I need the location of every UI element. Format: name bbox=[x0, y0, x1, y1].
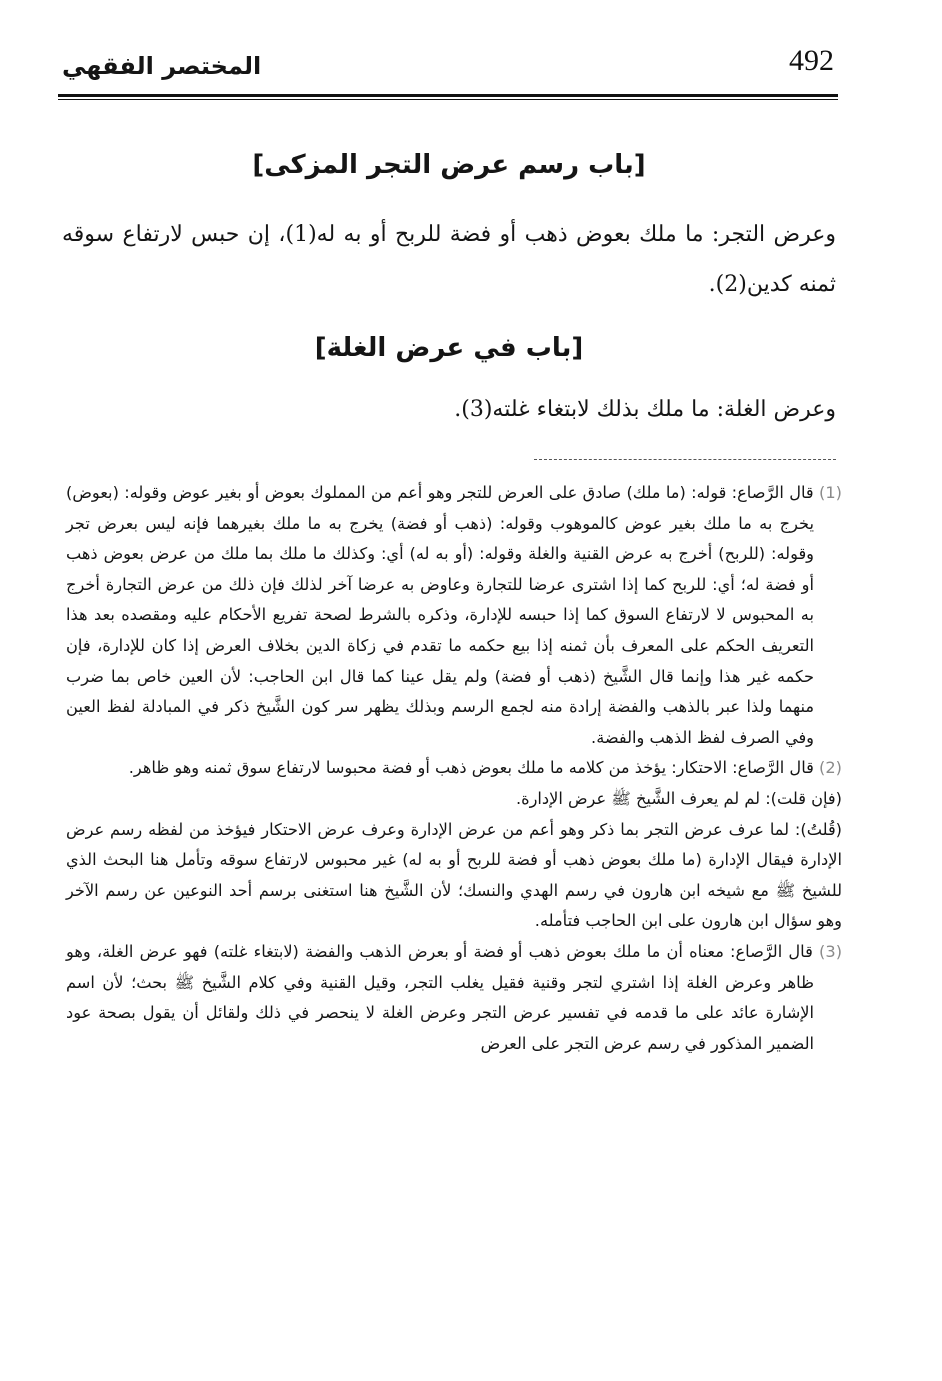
section-text-yield-goods: وعرض الغلة: ما ملك بذلك لابتغاء غلته(3). bbox=[454, 397, 836, 422]
header-rule-thick bbox=[58, 94, 838, 97]
footnote-question bbox=[66, 784, 842, 815]
footnote-separator bbox=[534, 459, 836, 460]
header-rule-thin bbox=[58, 99, 838, 100]
page-number: 492 bbox=[789, 44, 834, 77]
footnote-number: (3) bbox=[819, 941, 843, 961]
footnote-number: (1) bbox=[819, 483, 842, 502]
footnote-text: قال الرَّصاع: معناه أن ما ملك بعوض ذهب أو فضة أو بعرض الذهب والفضة (لابتغاء غلته) فهو عرض الغلة، وهو ظاهر وعرض الغلة إذا اشتري لتجر وقنية فقيل يغلب التجر، وقيل القنية وفي كلام الشَّيخ ﷺ بحث؛ لأن اسم الإشارة عائد على ما قدمه في تفسير عرض التجر وعرض الغلة لا ينحصر في ذلك ولقائل أن يقول بصحة عود الضمير المذكور في رسم عرض التجر على العرض bbox=[66, 941, 814, 1053]
footnote-text: (قُلتُ): لما عرف عرض التجر بما ذكر وهو أعم من عرض الإدارة وعرف عرض الاحتكار فيؤخذ من لفظه رسم عرض الإدارة فيقال الإدارة (ما ملك بعوض ذهب أو فضة للربح أو به له) غير محبوس لارتفاع سوقه وتأمل هنا البحث الذي للشيخ ﷺ مع شيخه ابن هارون في رسم الهدي والنسك؛ لأن الشَّيخ هنا استغنى برسم أحد النوعين عن رسم الآخر وهو سؤال ابن هارون على ابن الحاجب فتأمله. bbox=[66, 819, 842, 931]
section-heading-trade-goods: [باب رسم عرض التجر المزكى] bbox=[252, 150, 646, 180]
footnote-2 bbox=[66, 753, 842, 784]
footnote-3 bbox=[66, 937, 842, 1059]
book-title: المختصر الفقهي bbox=[62, 52, 262, 80]
footnote-text: قال الرَّصاع: قوله: (ما ملك) صادق على العرض للتجر وهو أعم من المملوك بعوض أو بغير عوض وقوله: (بعوض) يخرج به ما ملك بغير عوض كالموهوب وقوله: (ذهب أو فضة) يخرج به ما ملك بغيرهما فإنه ليس بعرض تجر وقوله: (للربح) أخرج به عرض القنية والغلة وقوله: (أو به له) أي: وكذلك ما ملك بما ملك من عرض بعوض ذهب أو فضة له؛ أي: للربح كما إذا اشترى عرضا للتجارة وعاوض به عرضا آخر لذلك فإن ذلك من عرض التجارة أخرج به المحبوس لا لارتفاع السوق كما إذا حبسه للإدارة، وذكره بالشرط لصحة تفريع الأحكام عليه ومقصده بعد هذا التعريف الحكم على المعرف بأن ثمنه إذا بيع حكمه ما تقدم في زكاة الدين بخلاف العرض إذا كان للإدارة، فإن حكمه غير هذا وإنما قال الشَّيخ (ذهب أو فضة) ولم يقل عينا كما قال ابن الحاجب: لأن العين خاص بما ضرب منهما ولذا عبر بالذهب والفضة إرادة منه لجمع الرسم وبذلك يظهر سر كون الشَّيخ ذكر في المبادلة لفظ العين وفي الصرف لفظ الذهب والفضة. bbox=[66, 483, 814, 747]
footnote-text: (فإن قلت): لم لم يعرف الشَّيخ ﷺ عرض الإدارة. bbox=[515, 788, 842, 808]
footnote-number: (2) bbox=[819, 758, 842, 778]
section-heading-yield-goods: [باب في عرض الغلة] bbox=[314, 333, 584, 363]
footnote-1 bbox=[66, 478, 842, 753]
footnote-answer bbox=[66, 815, 842, 937]
page-header bbox=[60, 38, 838, 94]
footnote-text: قال الرَّصاع: الاحتكار: يؤخذ من كلامه ما ملك بعوض ذهب أو فضة محبوسا لارتفاع سوق ثمنه وهو ظاهر. bbox=[128, 758, 814, 778]
footnotes bbox=[66, 478, 842, 1059]
section-text-trade-goods: وعرض التجر: ما ملك بعوض ذهب أو فضة للربح أو به له(1)، إن حبس لارتفاع سوقه ثمنه كدين(2). bbox=[62, 222, 836, 297]
